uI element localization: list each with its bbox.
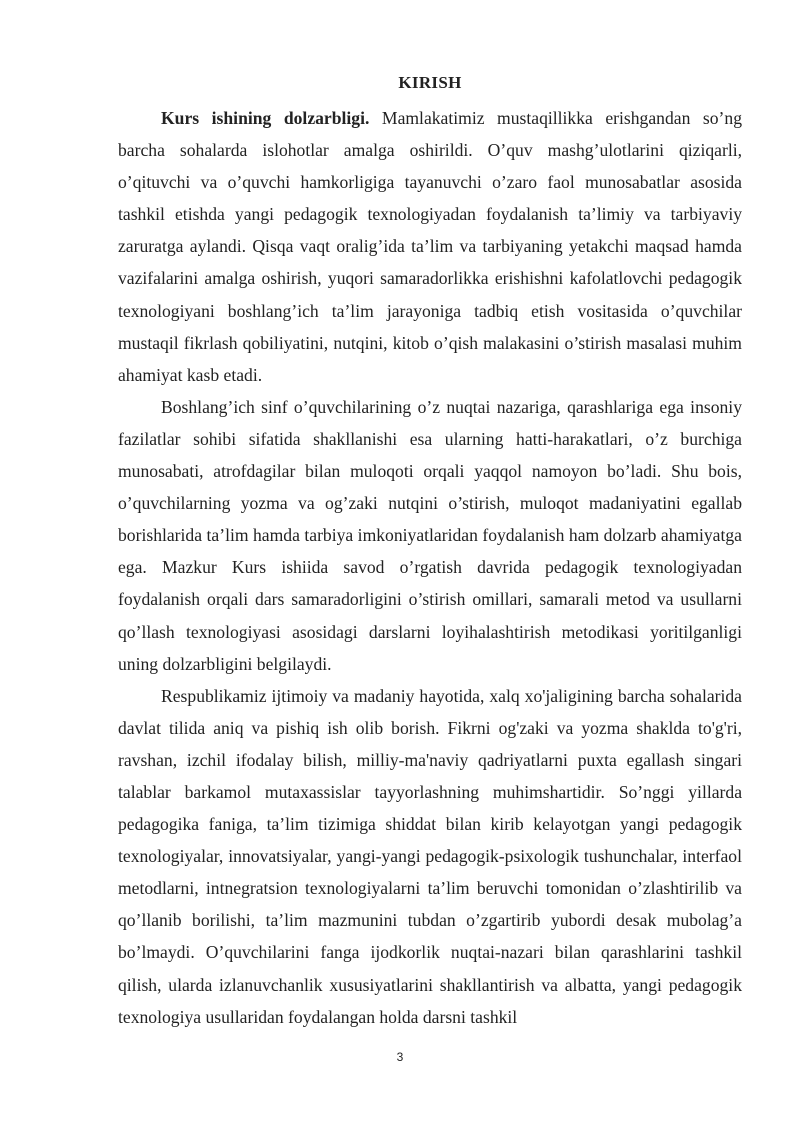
- section-title: KIRISH: [398, 73, 462, 92]
- paragraph-lead: Kurs ishining dolzarbligi.: [161, 108, 370, 128]
- document-page: [118, 70, 742, 1033]
- paragraph-text: Mamlakatimiz mustaqillikka erishgandan so’ng barcha sohalarda islohotlar amalga oshirildi. O’quv mashg’ulotlarini qiziqarli, o’qituvchi va o’quvchi hamkorligiga tayanuvchi o’zaro faol munosabatlar asosida tashkil etishda yangi pedagogik texnologiyadan foydalanish ta’limiy va tarbiyaviy zaruratga aylandi. Qisqa vaqt oralig’ida ta’lim va tarbiyaning yetakchi maqsad hamda vazifalarini amalga oshirish, yuqori samaradorlikka erishishni kafolatlovchi pedagogik texnologiyani boshlang’ich ta’lim jarayoniga tadbiq etish vositasida o’quvchilar mustaqil fikrlash qobiliyatini, nutqini, kitob o’qish malakasini o’stirish masalasi muhim ahamiyat kasb etadi.: [118, 108, 742, 385]
- paragraph-republic: Respublikamiz ijtimoiy va madaniy hayotida, xalq xo'jaligining barcha sohalarida davlat tilida aniq va pishiq ish olib borish. Fikrni og'zaki va yozma shaklda to'g'ri, ravshan, izchil ifodalay bilish, milliy-ma'naviy qadriyatlarni puxta egallash singari talablar barkamol mutaxassislar tayyorlashning muhimshartidir. So’nggi yillarda pedagogika faniga, ta’lim tizimiga shiddat bilan kirib kelayotgan yangi pedagogik texnologiyalar, innovatsiyalar, yangi-yangi pedagogik-psixologik tushunchalar, interfaol metodlarni, intnegratsion texnologiyalarni ta’lim beruvchi tomonidan o’zlashtirilib va qo’llanib borilishi, ta’lim mazmunini tubdan o’zgartirib yubordi desak mubolag’a bo’lmaydi. O’quvchilarini fanga ijodkorlik nuqtai-nazari bilan qarashlarini tashkil qilish, ularda izlanuvchanlik xususiyatlarini shakllantirish va albatta, yangi pedagogik texnologiya usullaridan foydalangan holda darsni tashkil: [118, 685, 742, 1027]
- paragraph-primary-school: Boshlang’ich sinf o’quvchilarining o’z nuqtai nazariga, qarashlariga ega insoniy fazilatlar sohibi sifatida shakllanishi esa ularning hatti-harakatlari, o’z burchiga munosabati, atrofdagilar bilan muloqoti orqali yaqqol namoyon bo’ladi. Shu bois, o’quvchilarning yozma va og’zaki nutqini o’stirish, muloqot madaniyatini egallab borishlarida ta’lim hamda tarbiya imkoniyatlaridan foydalanish ham dolzarb ahamiyatga ega. Mazkur Kurs ishiida savod o’rgatish davrida pedagogik texnologiyadan foydalanish orqali dars samaradorligini o’stirish omillari, samarali metod va usullarni qo’llash texnologiyasi asosidagi darslarni loyihalashtirish metodikasi yoritilganligi uning dolzarbligini belgilaydi.: [118, 396, 742, 674]
- page-number: 3: [396, 1050, 404, 1064]
- paragraph-relevance: [118, 102, 742, 391]
